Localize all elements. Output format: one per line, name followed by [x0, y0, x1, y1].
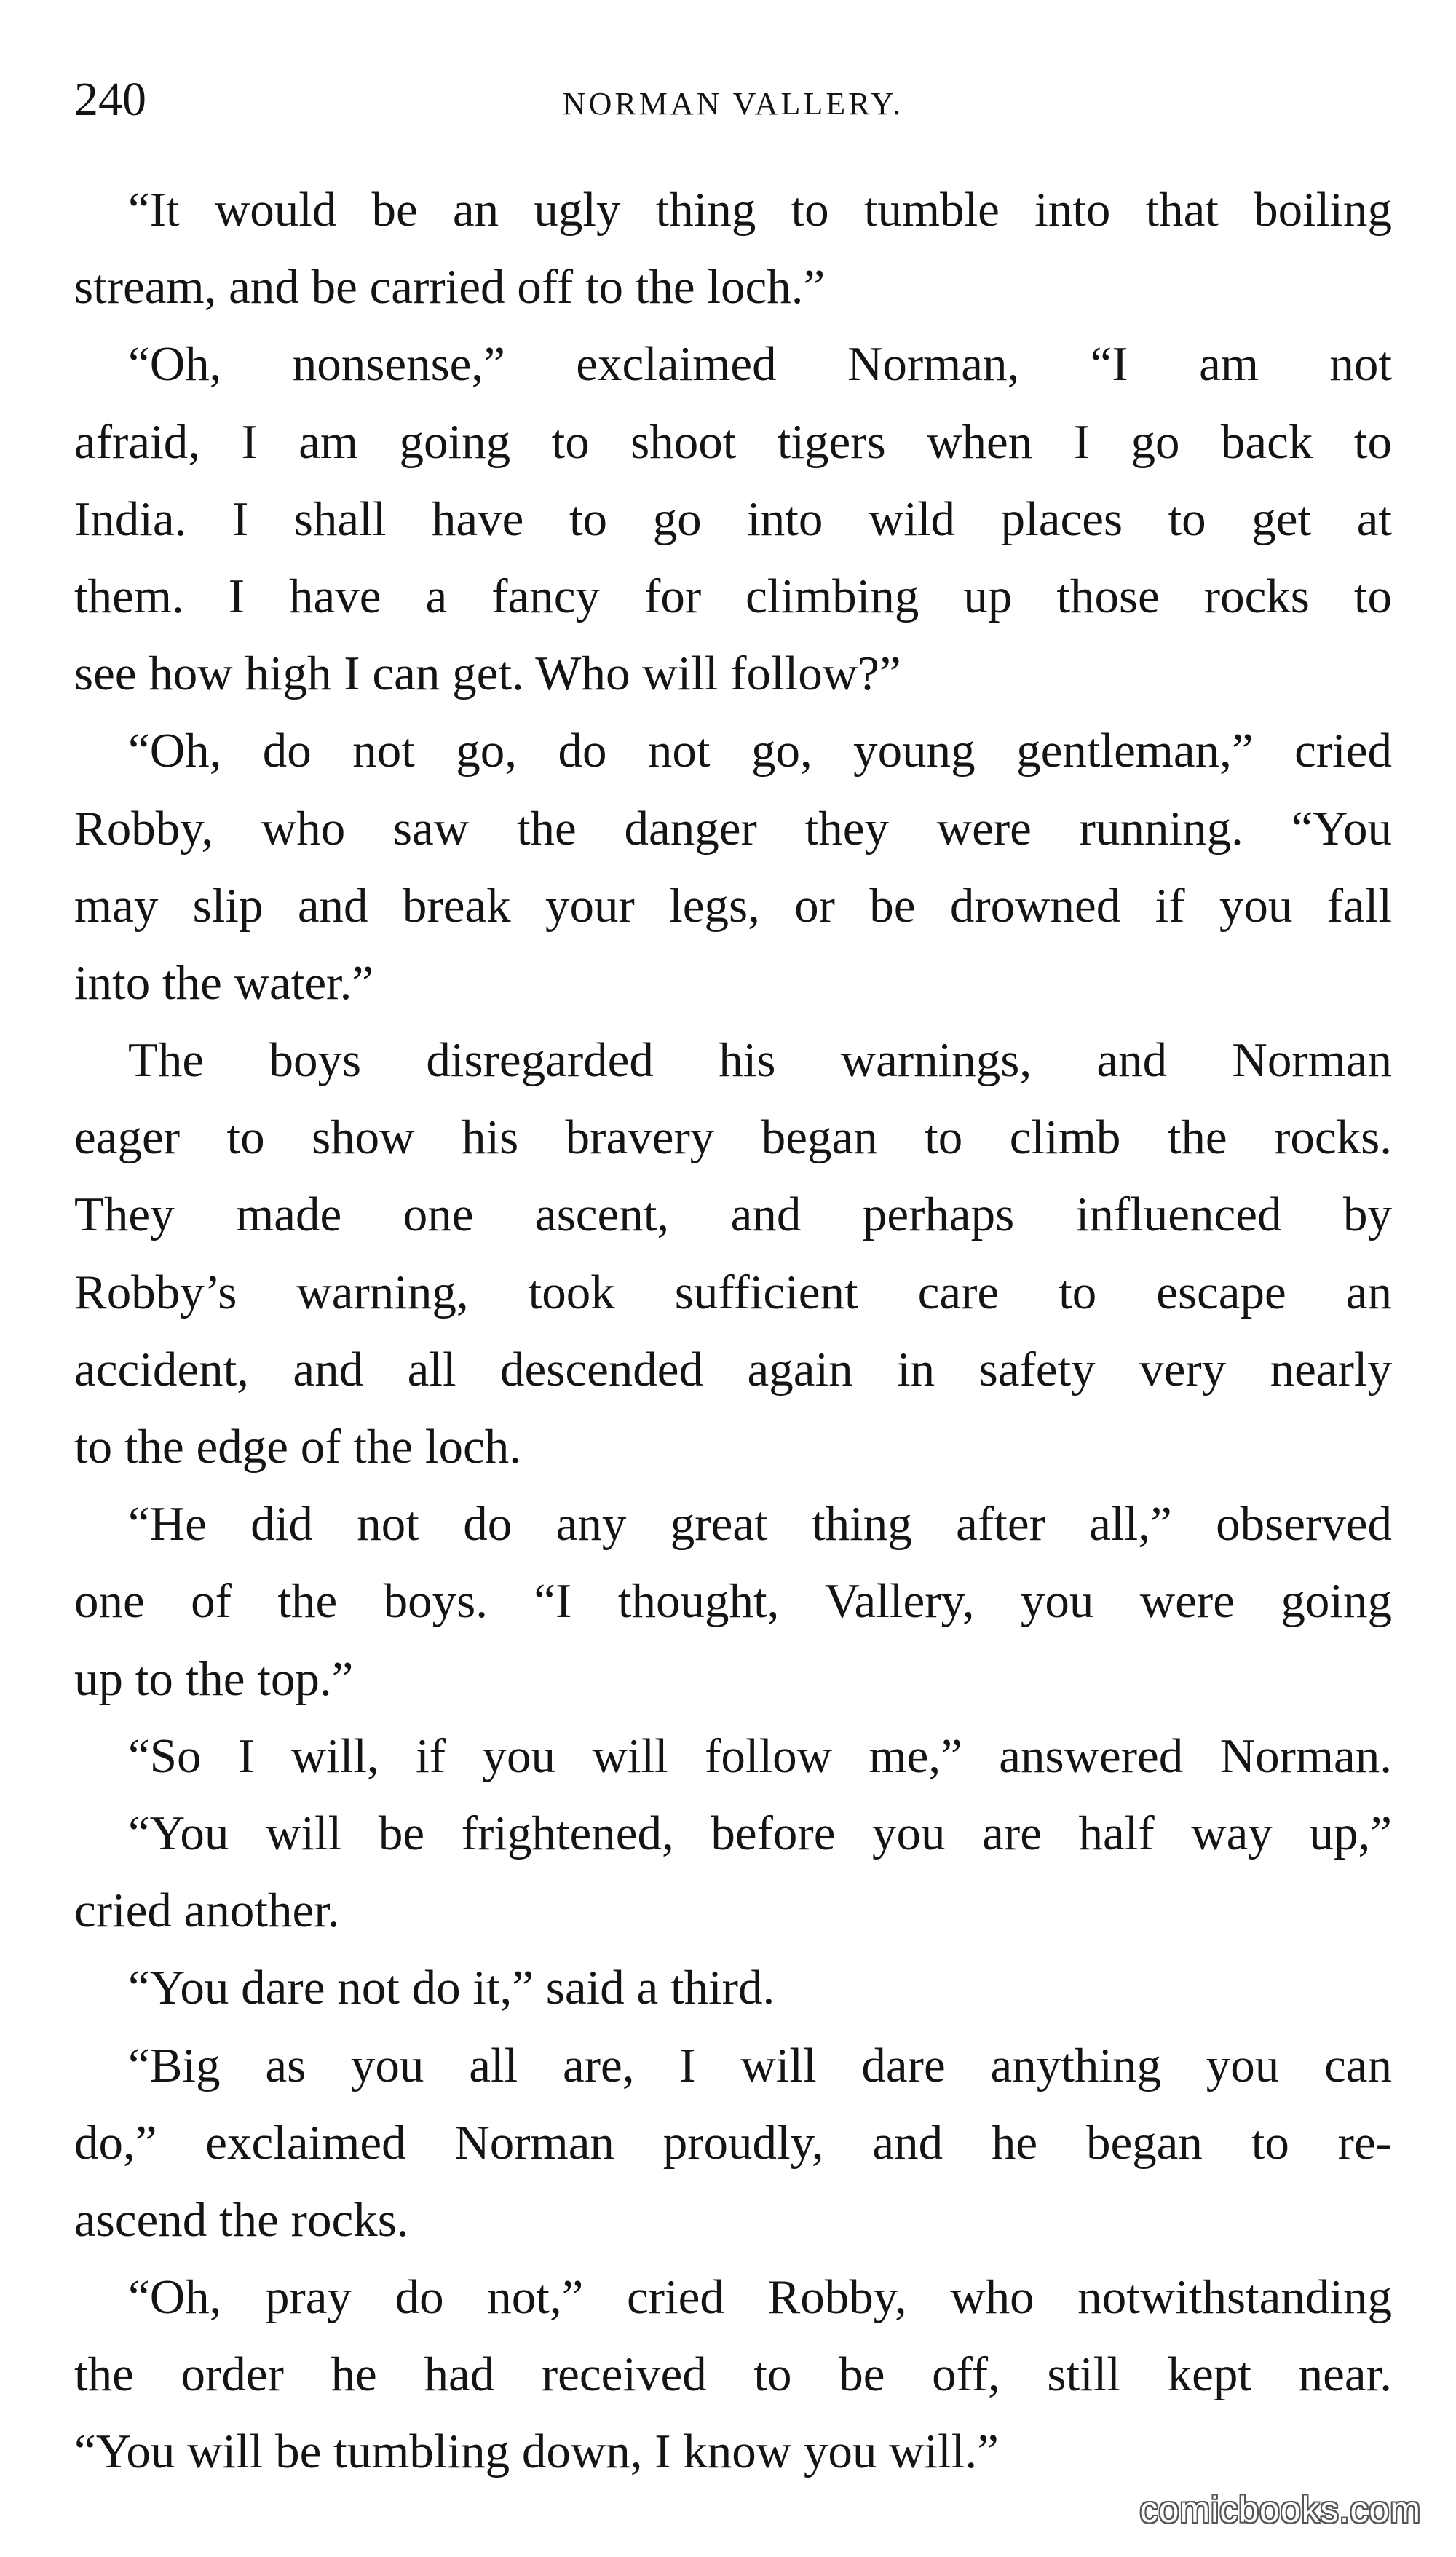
text-line: stream, and be carried off to the loch.”: [74, 260, 826, 315]
running-title: NORMAN VALLERY.: [562, 86, 904, 122]
page-header: [74, 67, 1392, 133]
text-line: afraid, I am going to shoot tigers when I go back to: [74, 414, 1392, 469]
text-line: “Oh, nonsense,” exclaimed Norman, “I am not: [128, 337, 1392, 392]
text-line: up to the top.”: [74, 1651, 354, 1706]
text-line: cried another.: [74, 1884, 340, 1938]
text-line: to the edge of the loch.: [74, 1420, 521, 1474]
text-line: “Oh, do not go, do not go, young gentleman,” cried: [128, 724, 1392, 778]
text-line: “He did not do any great thing after all,” observed: [128, 1497, 1392, 1552]
text-line: accident, and all descended again in safety very nearly: [74, 1342, 1392, 1396]
text-line: “Oh, pray do not,” cried Robby, who notwithstanding: [128, 2270, 1392, 2325]
text-line: ascend the rocks.: [74, 2192, 409, 2247]
text-line: see how high I can get. Who will follow?”: [74, 647, 901, 701]
text-line: “So I will, if you will follow me,” answered Norman.: [128, 1728, 1392, 1783]
text-line: “Big as you all are, I will dare anything you can: [128, 2038, 1392, 2092]
text-line: do,” exclaimed Norman proudly, and he began to re-: [74, 2115, 1392, 2170]
text-line: “You dare not do it,” said a third.: [128, 1961, 775, 2015]
text-line: them. I have a fancy for climbing up those rocks to: [74, 569, 1392, 623]
text-line: “You will be tumbling down, I know you will.”: [74, 2424, 999, 2479]
text-line: India. I shall have to go into wild places to get at: [74, 491, 1392, 546]
body-text: [74, 171, 1392, 2491]
text-line: eager to show his bravery began to climb the rocks.: [74, 1110, 1392, 1165]
text-line: “You will be frightened, before you are half way up,”: [128, 1806, 1392, 1860]
text-line: Robby, who saw the danger they were running. “You: [74, 801, 1392, 855]
text-line: They made one ascent, and perhaps influenced by: [74, 1187, 1392, 1242]
text-line: may slip and break your legs, or be drowned if you fall: [74, 878, 1392, 933]
text-line: the order he had received to be off, still kept near.: [74, 2347, 1392, 2402]
text-line: one of the boys. “I thought, Vallery, you were going: [74, 1574, 1392, 1629]
text-line: into the water.”: [74, 955, 374, 1010]
text-line: The boys disregarded his warnings, and Norman: [128, 1033, 1392, 1088]
text-line: “It would be an ugly thing to tumble into that boiling: [128, 183, 1392, 237]
site-watermark: comicbooks.com: [1139, 2489, 1421, 2530]
page-number: 240: [74, 73, 146, 126]
text-line: Robby’s warning, took sufficient care to escape an: [74, 1265, 1392, 1319]
